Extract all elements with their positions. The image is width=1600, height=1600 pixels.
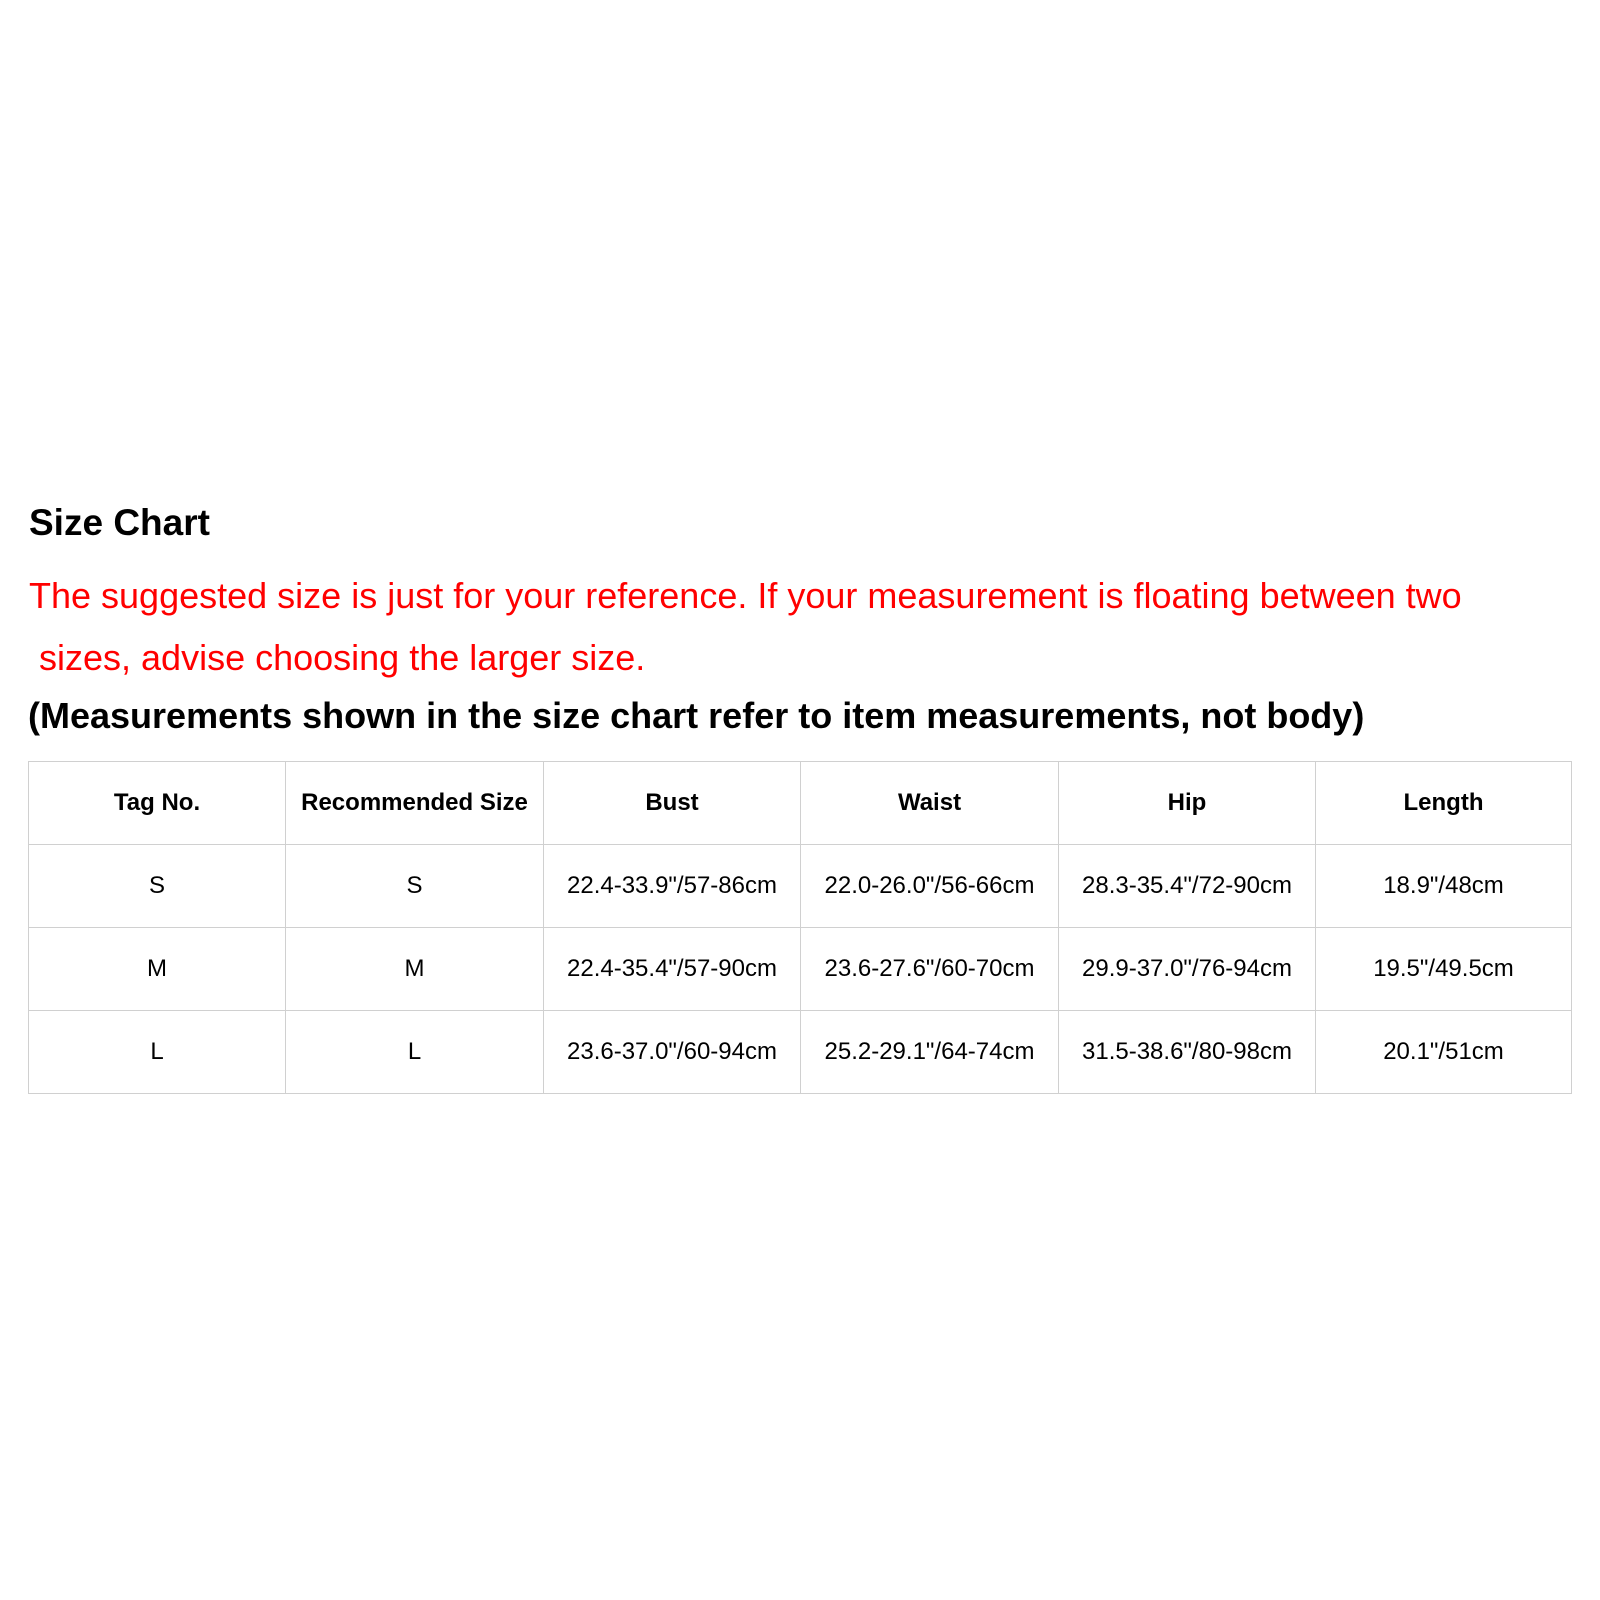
cell-recommended-size: S [286,845,544,928]
size-notice-line-1: The suggested size is just for your reference. If your measurement is floating between two [29,575,1462,616]
cell-length: 19.5"/49.5cm [1316,928,1572,1011]
cell-tag-no: L [29,1011,286,1094]
cell-hip: 28.3-35.4"/72-90cm [1059,845,1316,928]
measurement-note: (Measurements shown in the size chart refer to item measurements, not body) [28,695,1365,736]
cell-tag-no: S [29,845,286,928]
table-row [29,845,1572,928]
cell-bust: 22.4-33.9"/57-86cm [544,845,801,928]
header-recommended-size: Recommended Size [286,762,544,845]
page-title: Size Chart [29,502,210,543]
cell-tag-no: M [29,928,286,1011]
cell-length: 18.9"/48cm [1316,845,1572,928]
cell-recommended-size: M [286,928,544,1011]
header-length: Length [1316,762,1572,845]
size-notice-line-2: sizes, advise choosing the larger size. [29,637,646,678]
cell-waist: 23.6-27.6"/60-70cm [801,928,1059,1011]
header-hip: Hip [1059,762,1316,845]
cell-hip: 29.9-37.0"/76-94cm [1059,928,1316,1011]
header-tag-no: Tag No. [29,762,286,845]
cell-recommended-size: L [286,1011,544,1094]
table-row [29,1011,1572,1094]
cell-hip: 31.5-38.6"/80-98cm [1059,1011,1316,1094]
cell-length: 20.1"/51cm [1316,1011,1572,1094]
header-waist: Waist [801,762,1059,845]
cell-bust: 23.6-37.0"/60-94cm [544,1011,801,1094]
size-notice [29,565,1574,689]
table-header-row [29,762,1572,845]
cell-bust: 22.4-35.4"/57-90cm [544,928,801,1011]
size-table [28,761,1572,1094]
cell-waist: 25.2-29.1"/64-74cm [801,1011,1059,1094]
table-row [29,928,1572,1011]
header-bust: Bust [544,762,801,845]
cell-waist: 22.0-26.0"/56-66cm [801,845,1059,928]
